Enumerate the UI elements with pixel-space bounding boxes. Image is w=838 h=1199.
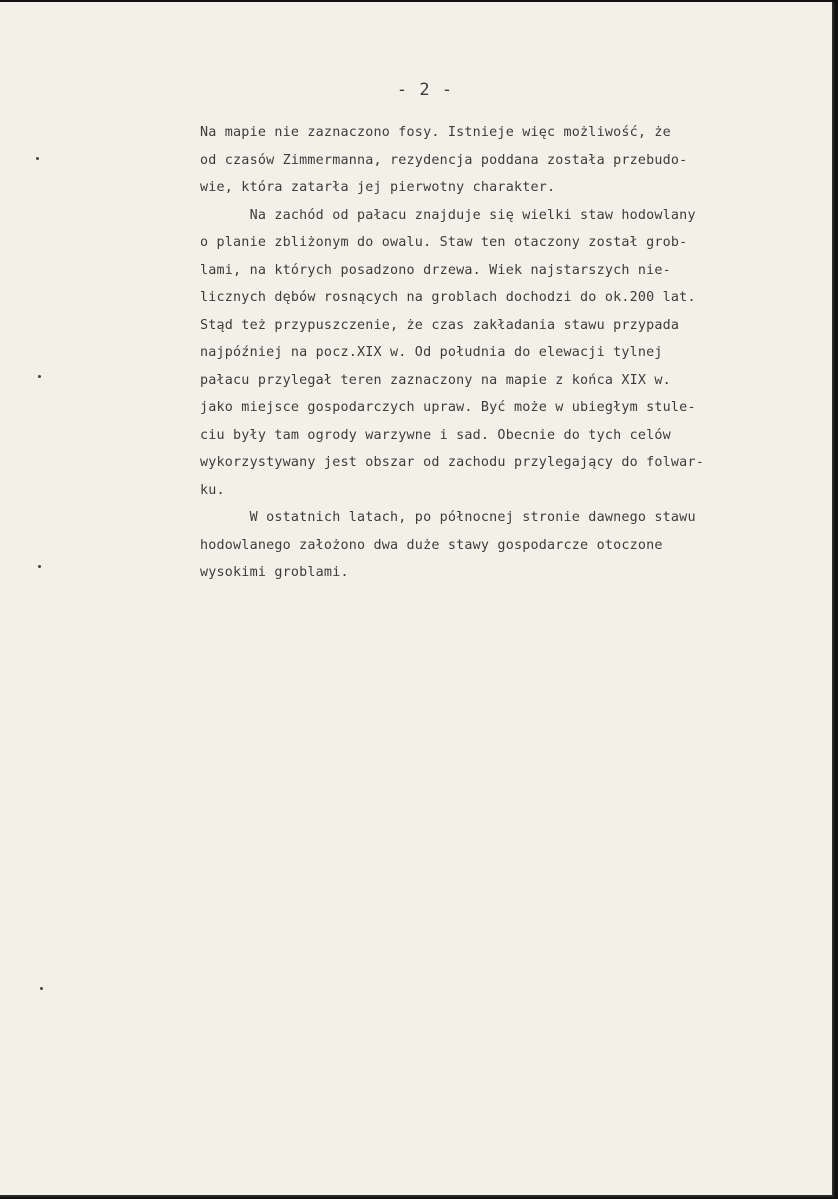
margin-mark bbox=[36, 157, 39, 160]
text-line: ciu były tam ogrody warzywne i sad. Obecnie do tych celów bbox=[200, 427, 671, 443]
text-line: Stąd też przypuszczenie, że czas zakładania stawu przypada bbox=[200, 317, 680, 333]
text-line: lami, na których posadzono drzewa. Wiek najstarszych nie- bbox=[200, 262, 671, 278]
text-line: Na mapie nie zaznaczono fosy. Istnieje więc możliwość, że bbox=[200, 125, 671, 140]
text-line: o planie zbliżonym do owalu. Staw ten otaczony został grob- bbox=[200, 235, 688, 250]
text-line: Na zachód od pałacu znajduje się wielki staw hodowlany bbox=[200, 207, 696, 223]
text-line: wie, która zatarła jej pierwotny charakter. bbox=[200, 180, 556, 195]
text-line: wykorzystywany jest obszar od zachodu przylegający do folwar- bbox=[200, 455, 704, 470]
text-line: pałacu przylegał teren zaznaczony na mapie z końca XIX w. bbox=[200, 372, 671, 388]
text-line: jako miejsce gospodarczych upraw. Być może w ubiegłym stule- bbox=[200, 400, 696, 415]
text-line: hodowlanego założono dwa duże stawy gospodarcze otoczone bbox=[200, 537, 663, 553]
margin-mark bbox=[38, 375, 41, 378]
margin-mark bbox=[38, 565, 41, 568]
text-line: od czasów Zimmermanna, rezydencja poddana została przebudo- bbox=[200, 152, 688, 168]
body-text bbox=[200, 119, 820, 587]
document-page bbox=[0, 2, 834, 1197]
text-line: W ostatnich latach, po północnej stronie dawnego stawu bbox=[200, 510, 696, 525]
margin-mark bbox=[40, 987, 43, 990]
text-line: licznych dębów rosnących na groblach dochodzi do ok.200 lat. bbox=[200, 290, 696, 305]
text-line: najpóźniej na pocz.XIX w. Od południa do elewacji tylnej bbox=[200, 345, 663, 360]
text-line: ku. bbox=[200, 482, 225, 498]
text-line: wysokimi groblami. bbox=[200, 565, 349, 580]
page-number: - 2 - bbox=[396, 80, 454, 100]
